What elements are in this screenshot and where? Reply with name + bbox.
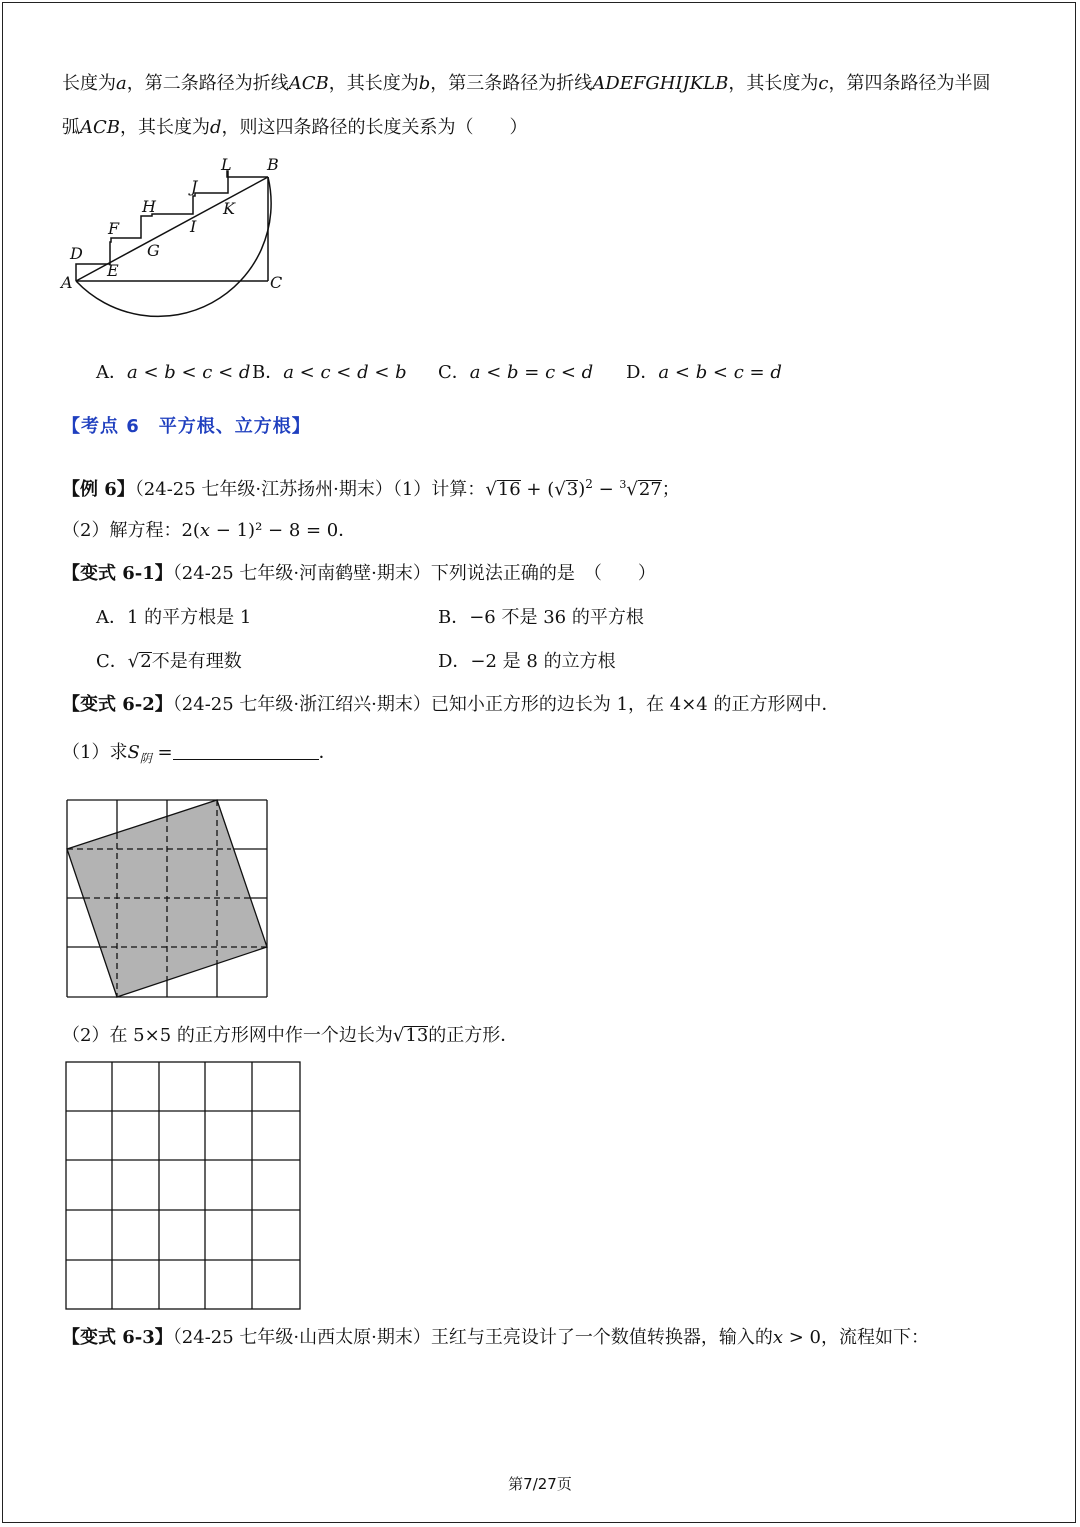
text: ． <box>318 742 337 763</box>
example-tag: 【例 6】 <box>62 479 135 500</box>
label-f: F <box>108 219 120 238</box>
grid-5x5-figure <box>64 1060 304 1312</box>
var-b: b <box>418 73 431 94</box>
path-acb: ACB <box>80 117 120 138</box>
option-a: A．𝑎 < 𝑏 < 𝑐 < 𝑑 <box>96 362 251 383</box>
text: = <box>151 742 173 763</box>
variant-6-2 <box>62 692 839 718</box>
exponent: 2 <box>585 477 593 491</box>
sqrt-sign: √ <box>554 479 566 500</box>
text: ； <box>661 479 680 500</box>
text: （1）求 <box>62 742 128 763</box>
text: ，其长度为 <box>728 73 819 94</box>
text: ) <box>578 479 586 500</box>
sqrt-sign: √ <box>626 479 638 500</box>
text: ，第二条路径为折线 <box>126 73 289 94</box>
root-index: 3 <box>619 478 627 491</box>
condition: 𝑥 > 0 <box>772 1327 821 1348</box>
example-6-line-1 <box>62 471 680 503</box>
text: C． <box>96 651 128 672</box>
subscript: 阴 <box>139 751 152 766</box>
variant-6-1-option-c <box>96 649 242 675</box>
variant-6-3 <box>62 1325 929 1351</box>
semicircle-arc <box>76 177 271 316</box>
label-k: K <box>223 199 235 218</box>
radicand: 27 <box>638 479 662 500</box>
sqrt-sign: √ <box>485 479 497 500</box>
text: 不是有理数 <box>151 651 242 672</box>
label-i: I <box>190 217 197 236</box>
source: （24-25 七年级·江苏扬州·期末） <box>134 479 393 500</box>
text: 长度为 <box>62 73 116 94</box>
intro-line-1 <box>62 71 990 97</box>
text: ，则这四条路径的长度关系为（ ） <box>221 117 528 138</box>
text: 弧 <box>62 117 80 138</box>
var-a: a <box>116 73 127 94</box>
label-h: H <box>142 197 156 216</box>
answer-blank[interactable] <box>173 741 319 760</box>
label-e: E <box>107 261 119 280</box>
sqrt-sign: √ <box>392 1025 405 1046</box>
variant-6-1-option-d: D．−2 是 8 的立方根 <box>438 651 616 672</box>
sqrt-sign: √ <box>127 651 140 672</box>
radicand: 16 <box>497 479 521 500</box>
page-number: 第7/27页 <box>508 1475 572 1493</box>
variant-tag: 【变式 6-2】 <box>62 694 173 715</box>
label-l: L <box>221 155 232 174</box>
text: （2）在 5×5 的正方形网中作一个边长为 <box>62 1025 393 1046</box>
intro-line-2 <box>62 115 528 141</box>
text: （24-25 七年级·河南鹤壁·期末）下列说法正确的是 （ ） <box>172 563 656 584</box>
variant-tag: 【变式 6-3】 <box>62 1327 173 1348</box>
path-3: ADEFGHIJKLB <box>592 73 729 94</box>
staircase-path <box>76 171 268 281</box>
text: （24-25 七年级·浙江绍兴·期末）已知小正方形的边长为 1，在 4×4 的正方形网中． <box>172 694 840 715</box>
text: （24-25 七年级·山西太原·期末）王红与王亮设计了一个数值转换器，输入的 <box>172 1327 773 1348</box>
radicand: 3 <box>566 479 579 500</box>
option-b: B．𝑎 < 𝑐 < 𝑑 < 𝑏 <box>252 362 407 383</box>
text: ，第四条路径为半圆 <box>828 73 991 94</box>
variant-6-1-option-b: B．−6 不是 36 的平方根 <box>438 607 644 628</box>
radicand: 2 <box>140 651 152 672</box>
label-g: G <box>147 241 160 260</box>
option-d: D．𝑎 < 𝑏 < 𝑐 = 𝑑 <box>626 362 782 383</box>
variant-tag: 【变式 6-1】 <box>62 563 173 584</box>
label-d: D <box>70 244 83 263</box>
text: 的正方形． <box>428 1025 519 1046</box>
variant-6-1-option-a: A．1 的平方根是 1 <box>96 607 252 628</box>
option-c: C．𝑎 < 𝑏 = 𝑐 < 𝑑 <box>438 362 594 383</box>
radicand: 13 <box>405 1025 429 1046</box>
label-c: C <box>270 273 283 292</box>
variant-6-2-question-2 <box>62 1023 518 1049</box>
label-a: A <box>61 273 73 292</box>
variant-6-1 <box>62 561 656 587</box>
staircase-figure <box>55 150 295 355</box>
text: ，流程如下： <box>821 1327 929 1348</box>
variant-6-2-question-1 <box>62 740 337 772</box>
var-d: d <box>210 117 222 138</box>
segment-ab <box>76 177 268 281</box>
section-heading: 【考点 6 平方根、立方根】 <box>62 416 311 437</box>
label-b: B <box>267 155 279 174</box>
text: （1）计算： <box>392 479 486 500</box>
path-acb: ACB <box>288 73 329 94</box>
text: ，其长度为 <box>120 117 210 138</box>
text: + ( <box>520 479 555 500</box>
text: ，其长度为 <box>328 73 419 94</box>
text: − <box>592 479 620 500</box>
example-6-line-2: （2）解方程：2(𝑥 − 1)² − 8 = 0． <box>62 520 357 541</box>
label-j: J <box>191 177 198 196</box>
var-c: c <box>818 73 829 94</box>
grid-4x4-figure <box>64 797 270 1001</box>
var-s: S <box>127 742 140 763</box>
text: ，第三条路径为折线 <box>430 73 593 94</box>
